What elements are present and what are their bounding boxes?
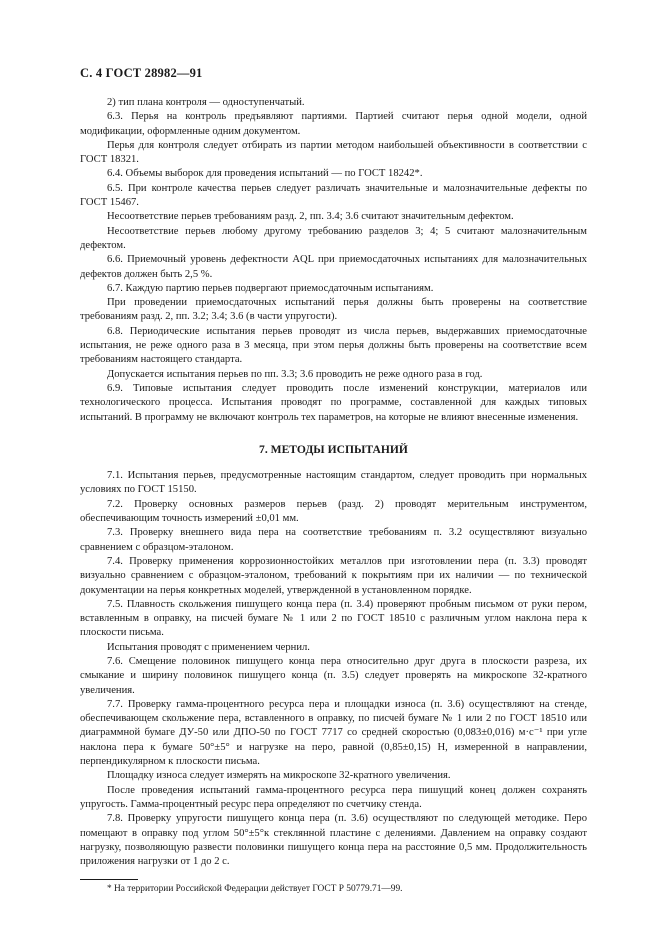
paragraph: 6.7. Каждую партию перьев подвергают приемосдаточным испытаниям. xyxy=(107,282,434,294)
paragraph: 2) тип плана контроля — одноступенчатый. xyxy=(107,97,305,108)
paragraph: 7.2. Проверку основных размеров перьев (разд. 2) проводят мерительным инструментом, обеспечивающим точность измерений ±0,01 мм. xyxy=(80,498,587,525)
paragraph: 6.8. Периодические испытания перьев проводят из числа перьев, выдержавших приемосдаточные испытания, не реже одного раза в 3 месяца, при этом перья должны быть проверены на соответствие всем требованиям настоящего стандарта. xyxy=(80,325,587,366)
document-body xyxy=(80,96,587,895)
paragraph: Несоответствие перьев требованиям разд. 2, пп. 3.4; 3.6 считают значительным дефектом. xyxy=(107,211,514,223)
paragraph: 6.4. Объемы выборок для проведения испытаний — по ГОСТ 18242*. xyxy=(107,168,423,180)
paragraph: 7.5. Плавность скольжения пишущего конца пера (п. 3.4) проверяют пробным письмом от руки пером, вставленным в оправку, на писчей бумаге № 1 или 2 по ГОСТ 18510 с различным углом наклона пера к плоскости письма. xyxy=(80,598,587,639)
paragraph: Площадку износа следует измерять на микроскопе 32-кратного увеличения. xyxy=(107,770,451,782)
paragraph: 7.8. Проверку упругости пишущего конца пера (п. 3.6) осуществляют по следующей методике. Перо помещают в оправку под углом 50°±5°к стеклянной пластине с делениями. Давлением на оправку создают нагрузку, позволяющую развести половинки пишущего конца пера на расстояние 0,5 мм. Продолжительность приложения нагрузки от 1 до 2 с. xyxy=(80,813,587,868)
paragraph: Несоответствие перьев любому другому требованию разделов 3; 4; 5 считают малозначительным дефектом. xyxy=(80,225,587,251)
paragraph: Перья для контроля следует отбирать из партии методом наибольшей объективности в соответствии с ГОСТ 18321. xyxy=(80,139,587,166)
footnote-divider xyxy=(80,879,138,880)
paragraph: 6.5. При контроле качества перьев следует различать значительные и малозначительные дефекты по ГОСТ 15467. xyxy=(80,182,587,209)
footnote: * На территории Российской Федерации действует ГОСТ Р 50779.71—99. xyxy=(107,884,403,895)
paragraph: 6.9. Типовые испытания следует проводить после изменений конструкции, материалов или технологического процесса. Испытания проводят по программе, составленной для каждых типовых испытаний. В программу не включают контроль тех параметров, на которые не влияют внесенные изменения. xyxy=(80,382,587,423)
paragraph: 6.3. Перья на контроль предъявляют партиями. Партией считают перья одной модели, одной модификации, оформленные одним документом. xyxy=(80,111,587,137)
section-heading: 7. МЕТОДЫ ИСПЫТАНИЙ xyxy=(259,442,408,456)
paragraph: 6.6. Приемочный уровень дефектности AQL при приемосдаточных испытаниях для малозначительных дефектов должен быть 2,5 %. xyxy=(80,254,587,280)
paragraph: Допускается испытания перьев по пп. 3.3; 3.6 проводить не реже одного раза в год. xyxy=(107,368,483,380)
page-header: С. 4 ГОСТ 28982—91 xyxy=(80,66,203,80)
paragraph: После проведения испытаний гамма-процентного ресурса пера пишущий конец должен сохранять упругость. Гамма-процентный ресурс пера определяют по счетчику стенда. xyxy=(80,784,587,810)
paragraph: 7.3. Проверку внешнего вида пера на соответствие требованиям п. 3.2 осуществляют визуально сравнением с образцом-эталоном. xyxy=(80,527,587,553)
paragraph: При проведении приемосдаточных испытаний перья должны быть проверены на соответствие требованиям разд. 2, пп. 3.2; 3.4; 3.6 (в части упругости). xyxy=(80,297,587,323)
paragraph: 7.4. Проверку применения коррозионностойких металлов при изготовлении пера (п. 3.3) проводят визуально сравнением с образцом-эталоном, требований к покрытиям при их наличии — по технической документации на перья конкретных моделей, утвержденной в установленном порядке. xyxy=(80,555,587,596)
paragraph: 7.1. Испытания перьев, предусмотренные настоящим стандартом, следует проводить при нормальных условиях по ГОСТ 15150. xyxy=(80,470,587,496)
paragraph: Испытания проводят с применением чернил. xyxy=(107,641,310,653)
section-6-continuation xyxy=(80,96,587,425)
section-7-methods xyxy=(80,469,587,869)
paragraph: 7.7. Проверку гамма-процентного ресурса пера и площадки износа (п. 3.6) осуществляют на стенде, обеспечивающем скольжение пера, вставленного в оправку, по писчей бумаге № 1 или 2 по ГОСТ 18510 или диаграммной бумаге ДУ-50 или ДПО-50 по ГОСТ 7717 со средней скоростью (0,083±0,016) м·с⁻¹ при угле наклона пера к бумаге 50°±5° и нагрузке на перо, равной (0,85±0,15) Н, измеренной в направлении, перпендикулярном к плоскости письма. xyxy=(80,698,587,768)
paragraph: 7.6. Смещение половинок пишущего конца пера относительно друг друга в плоскости разреза, их смыкание и ширину половинок пишущего конца (п. 3.5) следует проверять на микроскопе 32-кратного увеличения. xyxy=(80,655,587,696)
